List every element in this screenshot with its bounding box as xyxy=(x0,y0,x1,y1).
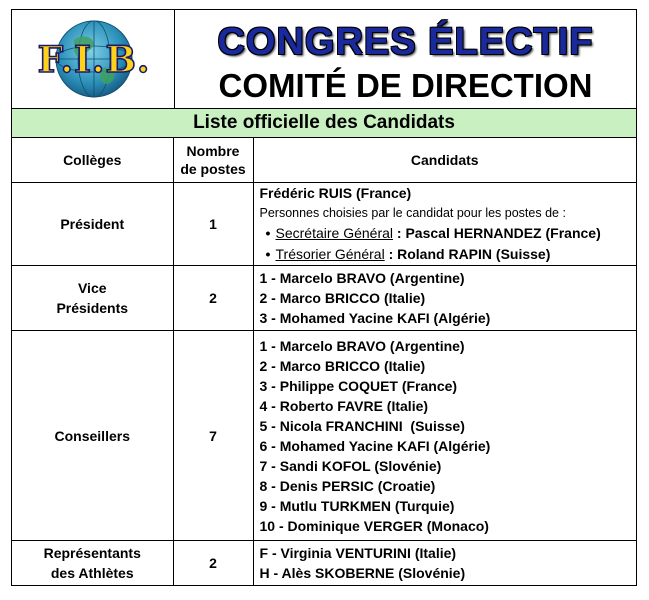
college-vice-presidents: Vice Présidents xyxy=(12,266,173,331)
postes-vice-presidents: 2 xyxy=(173,266,253,331)
list-item: 3 - Mohamed Yacine KAFI (Algérie) xyxy=(259,310,491,326)
list-item: 1 - Marcelo BRAVO (Argentine) xyxy=(259,337,465,354)
list-item: 8 - Denis PERSIC (Croatie) xyxy=(259,477,436,494)
row-conseillers xyxy=(12,331,636,541)
row-vice-presidents xyxy=(12,266,636,331)
president-note: Personnes choisies par le candidat pour les postes de : xyxy=(259,206,566,220)
title-main: CONGRES ÉLECTIF xyxy=(217,21,594,63)
list-item: 6 - Mohamed Yacine KAFI (Algérie) xyxy=(259,437,491,454)
list-item xyxy=(260,244,637,265)
candidates-table xyxy=(12,138,636,586)
list-item: 2 - Marco BRICCO (Italie) xyxy=(259,357,426,374)
college-representants-athletes: Représentants des Athlètes xyxy=(12,541,173,586)
title-cell xyxy=(175,10,636,108)
table-header-row xyxy=(12,138,636,183)
header-colleges: Collèges xyxy=(12,138,173,183)
candidates-vice-presidents xyxy=(253,266,636,331)
logo-cell xyxy=(12,10,175,108)
header-candidats: Candidats xyxy=(253,138,636,183)
list-item: 7 - Sandi KOFOL (Slovénie) xyxy=(259,457,442,474)
list-item: 4 - Roberto FAVRE (Italie) xyxy=(259,397,429,414)
fib-globe-logo xyxy=(12,10,174,108)
list-item: 10 - Dominique VERGER (Monaco) xyxy=(259,517,489,534)
list-item xyxy=(260,223,637,244)
list-item: 3 - Philippe COQUET (France) xyxy=(259,377,458,394)
bullet-icon: • xyxy=(265,246,271,262)
header-nombre-postes: Nombre de postes xyxy=(173,138,253,183)
bullet-icon: • xyxy=(265,225,271,241)
role-name: : Pascal HERNANDEZ (France) xyxy=(393,225,601,241)
college-president: Président xyxy=(12,183,173,266)
candidates-representants-athletes xyxy=(253,541,636,586)
candidates-president xyxy=(253,183,636,266)
list-item: 1 - Marcelo BRAVO (Argentine) xyxy=(259,270,465,286)
document-frame xyxy=(11,9,637,586)
candidates-list-heading: Liste officielle des Candidats xyxy=(12,108,636,138)
role-name: : Roland RAPIN (Suisse) xyxy=(384,246,551,262)
postes-representants-athletes: 2 xyxy=(173,541,253,586)
row-representants-athletes xyxy=(12,541,636,586)
row-president xyxy=(12,183,636,266)
list-item: 9 - Mutlu TURKMEN (Turquie) xyxy=(259,497,455,514)
president-candidate: Frédéric RUIS (France) xyxy=(259,185,412,201)
logo-text: F.I.B. xyxy=(37,39,151,81)
role-label: Trésorier Général xyxy=(275,246,385,262)
postes-president: 1 xyxy=(173,183,253,266)
role-label: Secrétaire Général xyxy=(275,225,394,241)
postes-conseillers: 7 xyxy=(173,331,253,541)
list-item: 2 - Marco BRICCO (Italie) xyxy=(259,290,426,306)
candidates-conseillers xyxy=(253,331,636,541)
list-item: 5 - Nicola FRANCHINI (Suisse) xyxy=(259,417,465,434)
list-item: F - Virginia VENTURINI (Italie) xyxy=(259,545,457,562)
list-item: H - Alès SKOBERNE (Slovénie) xyxy=(259,565,466,582)
college-conseillers: Conseillers xyxy=(12,331,173,541)
title-sub: COMITÉ DE DIRECTION xyxy=(218,67,593,104)
